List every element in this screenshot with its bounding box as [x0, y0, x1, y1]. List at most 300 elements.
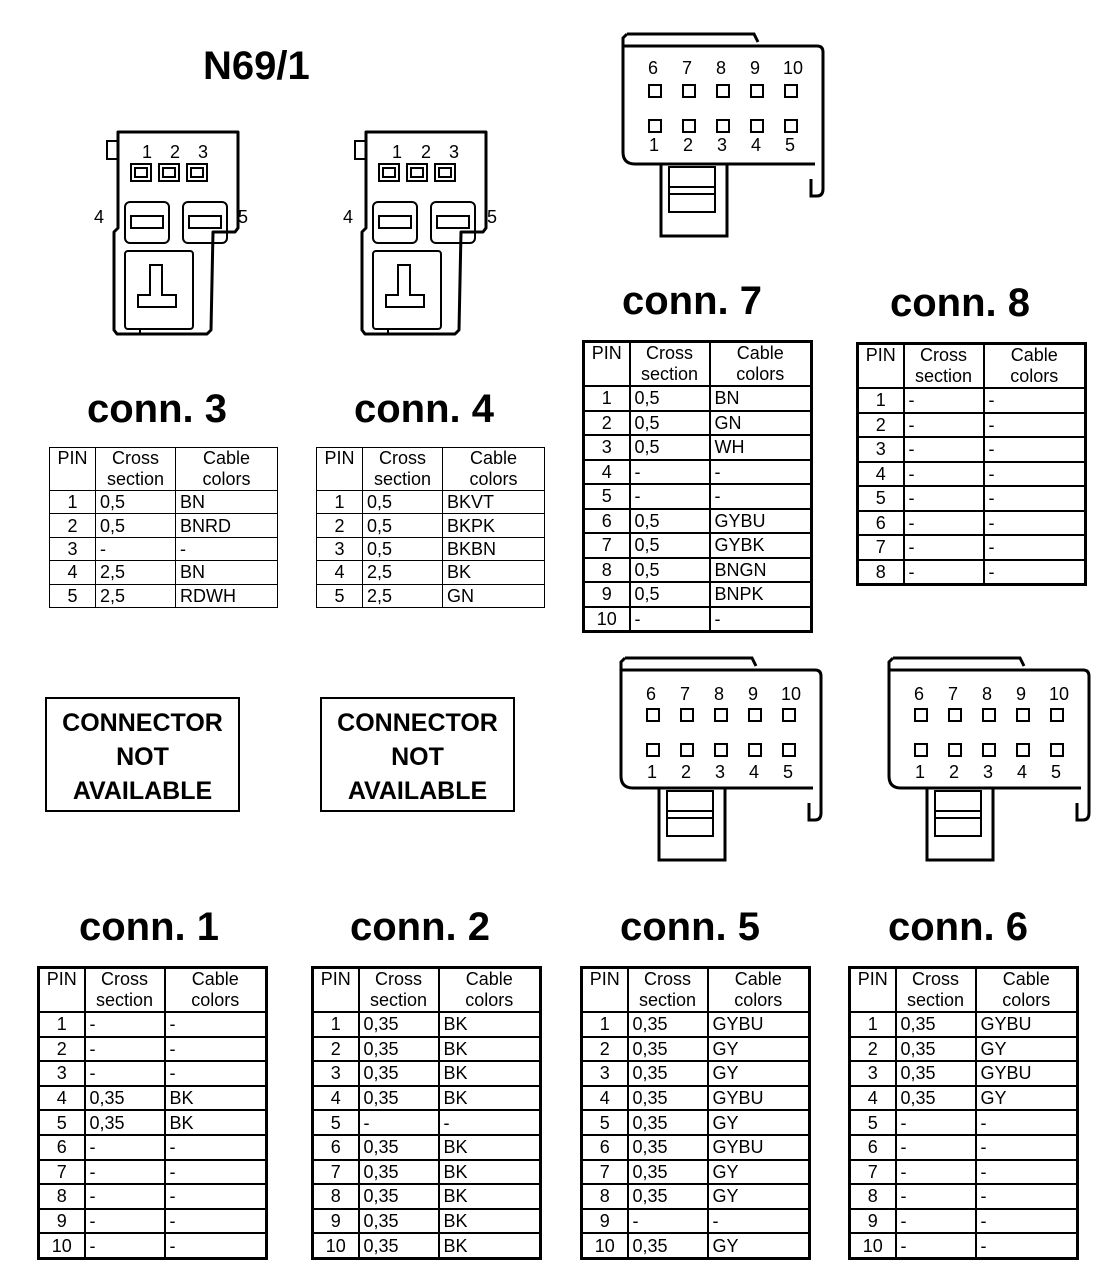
conn6-pin-label-7: 7 — [948, 684, 959, 704]
cross-section-cell: - — [85, 1135, 165, 1160]
pin-number-cell: 6 — [313, 1135, 359, 1160]
cross-section-cell: 0,35 — [896, 1061, 976, 1086]
pin-number-cell: 8 — [39, 1184, 85, 1209]
cable-color-cell: GY — [708, 1233, 810, 1258]
cable-color-cell: GY — [708, 1037, 810, 1062]
conn6-connector-drawing — [889, 658, 1089, 860]
cross-section-cell: - — [904, 511, 984, 536]
cable-color-cell: GY — [976, 1086, 1078, 1111]
table-header-row — [858, 344, 1086, 389]
pin-number-cell: 4 — [582, 1086, 628, 1111]
cross-section-cell: 0,5 — [630, 411, 710, 436]
pin-number-cell: 9 — [584, 582, 630, 607]
table-row — [39, 1012, 267, 1037]
cross-section-cell: 0,5 — [630, 509, 710, 534]
cable-color-cell: BN — [176, 561, 278, 584]
not-available-line: CONNECTOR — [337, 709, 498, 737]
pin-number-cell: 8 — [584, 558, 630, 583]
cross-section-cell: 0,5 — [630, 582, 710, 607]
pin-number-cell: 7 — [858, 535, 904, 560]
cross-section-cell: 0,35 — [628, 1037, 708, 1062]
cable-color-cell: BK — [439, 1061, 541, 1086]
conn2-pin-table — [311, 966, 542, 1260]
cross-section-header: Cross section — [359, 968, 439, 1013]
cable-color-cell: BN — [710, 386, 812, 411]
table-row — [313, 1086, 541, 1111]
conn4-pin-label-4: 4 — [343, 207, 354, 227]
cable-color-cell: GYBU — [976, 1061, 1078, 1086]
table-row — [50, 514, 278, 537]
pin-number-cell: 10 — [582, 1233, 628, 1258]
cross-section-cell: - — [630, 460, 710, 485]
conn7-title: conn. 7 — [622, 279, 763, 323]
cross-section-header: Cross section — [896, 968, 976, 1013]
cable-color-cell: RDWH — [176, 584, 278, 607]
conn2-title: conn. 2 — [350, 905, 491, 949]
cross-section-cell: 0,35 — [359, 1086, 439, 1111]
pin-number-cell: 3 — [317, 537, 363, 560]
pin-number-cell: 5 — [50, 584, 96, 607]
pin-number-cell: 7 — [582, 1160, 628, 1185]
pin-number-cell: 2 — [39, 1037, 85, 1062]
pin-number-cell: 1 — [50, 491, 96, 514]
cross-section-cell: 0,5 — [630, 435, 710, 460]
cross-section-cell: - — [904, 560, 984, 585]
cross-section-cell: - — [904, 462, 984, 487]
pin-number-cell: 9 — [582, 1209, 628, 1234]
cross-section-cell: 0,35 — [896, 1012, 976, 1037]
not-available-line: NOT — [391, 743, 444, 771]
pin-header: PIN — [317, 448, 363, 491]
cross-section-cell: - — [904, 535, 984, 560]
pin-number-cell: 4 — [50, 561, 96, 584]
cross-section-cell: 0,35 — [628, 1135, 708, 1160]
cross-section-cell: 0,35 — [85, 1086, 165, 1111]
conn6-pin-label-1: 1 — [915, 762, 926, 782]
cross-section-cell: 0,35 — [628, 1233, 708, 1258]
cable-color-cell: BKVT — [443, 491, 545, 514]
cross-section-cell: - — [96, 537, 176, 560]
pin-number-cell: 1 — [584, 386, 630, 411]
conn5-pin-label-7: 7 — [680, 684, 691, 704]
pin-number-cell: 3 — [584, 435, 630, 460]
cable-color-cell: - — [984, 437, 1086, 462]
pin-number-cell: 2 — [317, 514, 363, 537]
cable-color-cell: BKBN — [443, 537, 545, 560]
table-row — [850, 1233, 1078, 1258]
cable-color-cell: - — [976, 1135, 1078, 1160]
pin-header: PIN — [50, 448, 96, 491]
table-header-row — [582, 968, 810, 1013]
table-row — [39, 1086, 267, 1111]
cable-color-cell: - — [976, 1233, 1078, 1258]
table-row — [39, 1135, 267, 1160]
cross-section-cell: 0,35 — [359, 1233, 439, 1258]
cross-section-header: Cross section — [96, 448, 176, 491]
pin-number-cell: 6 — [39, 1135, 85, 1160]
pin-number-cell: 4 — [850, 1086, 896, 1111]
conn3-pin-label-3: 3 — [198, 142, 209, 162]
table-row — [50, 537, 278, 560]
table-row — [850, 1061, 1078, 1086]
cable-color-cell: - — [984, 535, 1086, 560]
conn6-pin-label-4: 4 — [1017, 762, 1028, 782]
table-row — [582, 1037, 810, 1062]
cross-section-cell: 2,5 — [96, 561, 176, 584]
pin-header: PIN — [39, 968, 85, 1013]
cable-color-cell: WH — [710, 435, 812, 460]
cross-section-cell: - — [904, 413, 984, 438]
conn6-pin-label-2: 2 — [949, 762, 960, 782]
cross-section-cell: - — [896, 1160, 976, 1185]
cross-section-cell: 0,5 — [630, 386, 710, 411]
cross-section-cell: - — [896, 1110, 976, 1135]
table-row — [582, 1160, 810, 1185]
pin-number-cell: 8 — [582, 1184, 628, 1209]
cross-section-cell: - — [630, 484, 710, 509]
table-row — [313, 1061, 541, 1086]
pin-number-cell: 8 — [858, 560, 904, 585]
pin-number-cell: 2 — [582, 1037, 628, 1062]
cross-section-cell: - — [85, 1037, 165, 1062]
conn4-pin-table — [316, 447, 545, 608]
pin-number-cell: 10 — [850, 1233, 896, 1258]
conn4-pin-label-5: 5 — [487, 207, 498, 227]
cross-section-cell: 0,35 — [359, 1037, 439, 1062]
pin-number-cell: 6 — [584, 509, 630, 534]
cable-color-cell: GN — [710, 411, 812, 436]
cross-section-cell: 0,35 — [628, 1061, 708, 1086]
cable-color-cell: GY — [708, 1061, 810, 1086]
pin-number-cell: 7 — [313, 1160, 359, 1185]
conn5-connector-drawing — [621, 658, 821, 860]
table-row — [858, 535, 1086, 560]
pin-number-cell: 5 — [582, 1110, 628, 1135]
pin-number-cell: 6 — [858, 511, 904, 536]
cross-section-cell: 0,35 — [896, 1037, 976, 1062]
cable-color-cell: - — [165, 1233, 267, 1258]
pin-number-cell: 1 — [858, 388, 904, 413]
cable-color-cell: GY — [708, 1160, 810, 1185]
table-row — [39, 1110, 267, 1135]
table-row — [584, 533, 812, 558]
pin-number-cell: 3 — [50, 537, 96, 560]
cable-color-cell: GYBU — [708, 1135, 810, 1160]
pin-header: PIN — [313, 968, 359, 1013]
conn7-pin-label-6: 6 — [648, 58, 659, 78]
pin-number-cell: 3 — [582, 1061, 628, 1086]
not-available-line: CONNECTOR — [62, 709, 223, 737]
conn5-pin-label-3: 3 — [715, 762, 726, 782]
cable-colors-header: Cable colors — [165, 968, 267, 1013]
conn6-pin-label-6: 6 — [914, 684, 925, 704]
pin-number-cell: 1 — [313, 1012, 359, 1037]
cable-color-cell: - — [710, 484, 812, 509]
pin-number-cell: 6 — [582, 1135, 628, 1160]
cross-section-cell: 0,35 — [628, 1110, 708, 1135]
pin-number-cell: 5 — [317, 584, 363, 607]
pin-number-cell: 1 — [317, 491, 363, 514]
cross-section-cell: - — [896, 1233, 976, 1258]
conn6-pin-label-10: 10 — [1049, 684, 1070, 704]
table-row — [584, 460, 812, 485]
table-row — [39, 1184, 267, 1209]
cable-color-cell: - — [984, 462, 1086, 487]
cable-colors-header: Cable colors — [976, 968, 1078, 1013]
conn5-pin-label-2: 2 — [681, 762, 692, 782]
pin-number-cell: 1 — [39, 1012, 85, 1037]
conn2-not-available-box — [320, 697, 515, 812]
pin-number-cell: 8 — [850, 1184, 896, 1209]
cable-color-cell: - — [165, 1037, 267, 1062]
cross-section-cell: 2,5 — [96, 584, 176, 607]
cable-color-cell: - — [176, 537, 278, 560]
pin-number-cell: 7 — [39, 1160, 85, 1185]
conn5-title: conn. 5 — [620, 905, 761, 949]
pin-number-cell: 6 — [850, 1135, 896, 1160]
cross-section-cell: - — [904, 437, 984, 462]
conn3-pin-label-2: 2 — [170, 142, 181, 162]
pin-number-cell: 3 — [313, 1061, 359, 1086]
table-row — [50, 561, 278, 584]
table-row — [313, 1233, 541, 1258]
table-row — [582, 1233, 810, 1258]
pin-number-cell: 5 — [39, 1110, 85, 1135]
cross-section-cell: 0,35 — [359, 1184, 439, 1209]
pin-number-cell: 9 — [313, 1209, 359, 1234]
cable-color-cell: - — [439, 1110, 541, 1135]
cable-color-cell: - — [984, 486, 1086, 511]
cable-color-cell: BK — [439, 1037, 541, 1062]
pin-number-cell: 5 — [313, 1110, 359, 1135]
cable-colors-header: Cable colors — [708, 968, 810, 1013]
cross-section-cell: 0,35 — [628, 1160, 708, 1185]
table-row — [584, 386, 812, 411]
cross-section-cell: 0,35 — [359, 1012, 439, 1037]
cross-section-cell: 0,5 — [96, 514, 176, 537]
cable-colors-header: Cable colors — [710, 342, 812, 387]
table-row — [39, 1233, 267, 1258]
not-available-line: AVAILABLE — [347, 777, 488, 805]
conn5-pin-table — [580, 966, 811, 1260]
conn5-pin-label-1: 1 — [647, 762, 658, 782]
pin-number-cell: 5 — [584, 484, 630, 509]
table-row — [313, 1160, 541, 1185]
table-row — [39, 1061, 267, 1086]
conn3-connector-drawing — [94, 132, 248, 334]
cable-color-cell: GN — [443, 584, 545, 607]
table-row — [584, 411, 812, 436]
table-row — [850, 1086, 1078, 1111]
table-row — [317, 561, 545, 584]
cable-color-cell: BK — [439, 1135, 541, 1160]
cross-section-cell: 0,5 — [363, 514, 443, 537]
conn1-pin-table — [37, 966, 268, 1260]
pin-number-cell: 1 — [582, 1012, 628, 1037]
conn5-pin-label-4: 4 — [749, 762, 760, 782]
pin-number-cell: 7 — [850, 1160, 896, 1185]
table-row — [850, 1209, 1078, 1234]
cable-color-cell: BK — [439, 1086, 541, 1111]
table-header-row — [584, 342, 812, 387]
cross-section-cell: - — [630, 607, 710, 632]
cable-color-cell: GY — [708, 1184, 810, 1209]
table-row — [850, 1160, 1078, 1185]
cross-section-cell: 0,35 — [628, 1086, 708, 1111]
conn7-pin-table — [582, 340, 813, 633]
pin-number-cell: 2 — [313, 1037, 359, 1062]
cable-color-cell: GY — [976, 1037, 1078, 1062]
pin-number-cell: 10 — [39, 1233, 85, 1258]
cable-color-cell: - — [976, 1209, 1078, 1234]
cross-section-cell: 2,5 — [363, 584, 443, 607]
pin-number-cell: 4 — [317, 561, 363, 584]
cross-section-cell: 0,35 — [628, 1012, 708, 1037]
table-row — [50, 491, 278, 514]
pin-number-cell: 4 — [584, 460, 630, 485]
pin-number-cell: 2 — [858, 413, 904, 438]
conn6-pin-table — [848, 966, 1079, 1260]
table-row — [317, 514, 545, 537]
pin-header: PIN — [584, 342, 630, 387]
conn8-pin-table — [856, 342, 1087, 586]
table-row — [850, 1110, 1078, 1135]
table-row — [858, 437, 1086, 462]
pin-number-cell: 2 — [584, 411, 630, 436]
table-row — [584, 558, 812, 583]
conn6-title: conn. 6 — [888, 905, 1029, 949]
conn5-pin-label-8: 8 — [714, 684, 725, 704]
table-header-row — [39, 968, 267, 1013]
cross-section-cell: 0,5 — [630, 533, 710, 558]
cable-color-cell: BK — [439, 1012, 541, 1037]
cross-section-cell: 0,35 — [359, 1160, 439, 1185]
table-row — [850, 1012, 1078, 1037]
table-row — [313, 1135, 541, 1160]
cable-color-cell: BNGN — [710, 558, 812, 583]
cable-color-cell: - — [165, 1184, 267, 1209]
conn4-connector-drawing — [343, 132, 497, 334]
conn3-pin-label-4: 4 — [94, 207, 105, 227]
table-row — [39, 1160, 267, 1185]
cross-section-cell: - — [628, 1209, 708, 1234]
cable-color-cell: - — [710, 607, 812, 632]
table-row — [582, 1110, 810, 1135]
cable-color-cell: BK — [443, 561, 545, 584]
table-row — [582, 1184, 810, 1209]
conn7-connector-drawing — [623, 34, 823, 236]
table-row — [313, 1012, 541, 1037]
cross-section-cell: - — [359, 1110, 439, 1135]
conn5-pin-label-9: 9 — [748, 684, 759, 704]
pin-number-cell: 2 — [50, 514, 96, 537]
cable-color-cell: GYBU — [708, 1012, 810, 1037]
table-row — [317, 537, 545, 560]
not-available-line: AVAILABLE — [72, 777, 213, 805]
cable-color-cell: - — [984, 413, 1086, 438]
table-row — [850, 1135, 1078, 1160]
table-header-row — [50, 448, 278, 491]
pin-number-cell: 4 — [858, 462, 904, 487]
cable-color-cell: - — [165, 1012, 267, 1037]
table-row — [582, 1135, 810, 1160]
cable-color-cell: - — [710, 460, 812, 485]
table-row — [39, 1209, 267, 1234]
pin-number-cell: 5 — [858, 486, 904, 511]
cable-color-cell: BK — [439, 1209, 541, 1234]
table-row — [858, 413, 1086, 438]
cross-section-cell: - — [896, 1184, 976, 1209]
cross-section-header: Cross section — [85, 968, 165, 1013]
conn3-title: conn. 3 — [87, 387, 228, 431]
conn5-pin-label-6: 6 — [646, 684, 657, 704]
cable-color-cell: BK — [439, 1160, 541, 1185]
cross-section-cell: 0,35 — [85, 1110, 165, 1135]
cable-color-cell: - — [976, 1160, 1078, 1185]
table-row — [584, 435, 812, 460]
table-row — [317, 491, 545, 514]
cable-color-cell: GYBU — [708, 1086, 810, 1111]
cross-section-cell: 2,5 — [363, 561, 443, 584]
cross-section-cell: - — [896, 1135, 976, 1160]
table-row — [313, 1110, 541, 1135]
table-row — [850, 1037, 1078, 1062]
cable-color-cell: - — [708, 1209, 810, 1234]
pin-number-cell: 2 — [850, 1037, 896, 1062]
table-row — [313, 1037, 541, 1062]
conn6-pin-label-5: 5 — [1051, 762, 1062, 782]
cross-section-header: Cross section — [904, 344, 984, 389]
cable-color-cell: GY — [708, 1110, 810, 1135]
table-row — [584, 607, 812, 632]
table-row — [584, 582, 812, 607]
cable-color-cell: - — [165, 1061, 267, 1086]
table-row — [582, 1012, 810, 1037]
conn7-pin-label-2: 2 — [683, 135, 694, 155]
table-header-row — [313, 968, 541, 1013]
cross-section-cell: 0,35 — [359, 1061, 439, 1086]
pin-number-cell: 3 — [850, 1061, 896, 1086]
cable-color-cell: - — [165, 1209, 267, 1234]
conn7-pin-label-7: 7 — [682, 58, 693, 78]
table-row — [582, 1086, 810, 1111]
pin-number-cell: 4 — [313, 1086, 359, 1111]
conn3-pin-label-5: 5 — [238, 207, 249, 227]
conn3-pin-label-1: 1 — [142, 142, 153, 162]
cable-colors-header: Cable colors — [439, 968, 541, 1013]
table-row — [313, 1184, 541, 1209]
conn5-pin-label-10: 10 — [781, 684, 802, 704]
conn6-pin-label-9: 9 — [1016, 684, 1027, 704]
pin-header: PIN — [858, 344, 904, 389]
cross-section-cell: 0,35 — [359, 1135, 439, 1160]
cross-section-cell: 0,5 — [363, 537, 443, 560]
pin-number-cell: 4 — [39, 1086, 85, 1111]
table-row — [858, 462, 1086, 487]
conn6-pin-label-8: 8 — [982, 684, 993, 704]
cross-section-cell: 0,5 — [96, 491, 176, 514]
pin-number-cell: 1 — [850, 1012, 896, 1037]
conn6-pin-label-3: 3 — [983, 762, 994, 782]
cable-color-cell: BK — [439, 1184, 541, 1209]
cable-color-cell: BNRD — [176, 514, 278, 537]
cable-color-cell: - — [165, 1135, 267, 1160]
conn4-pin-label-2: 2 — [421, 142, 432, 162]
cable-color-cell: BKPK — [443, 514, 545, 537]
table-row — [582, 1061, 810, 1086]
conn7-pin-label-10: 10 — [783, 58, 804, 78]
conn7-pin-label-5: 5 — [785, 135, 796, 155]
